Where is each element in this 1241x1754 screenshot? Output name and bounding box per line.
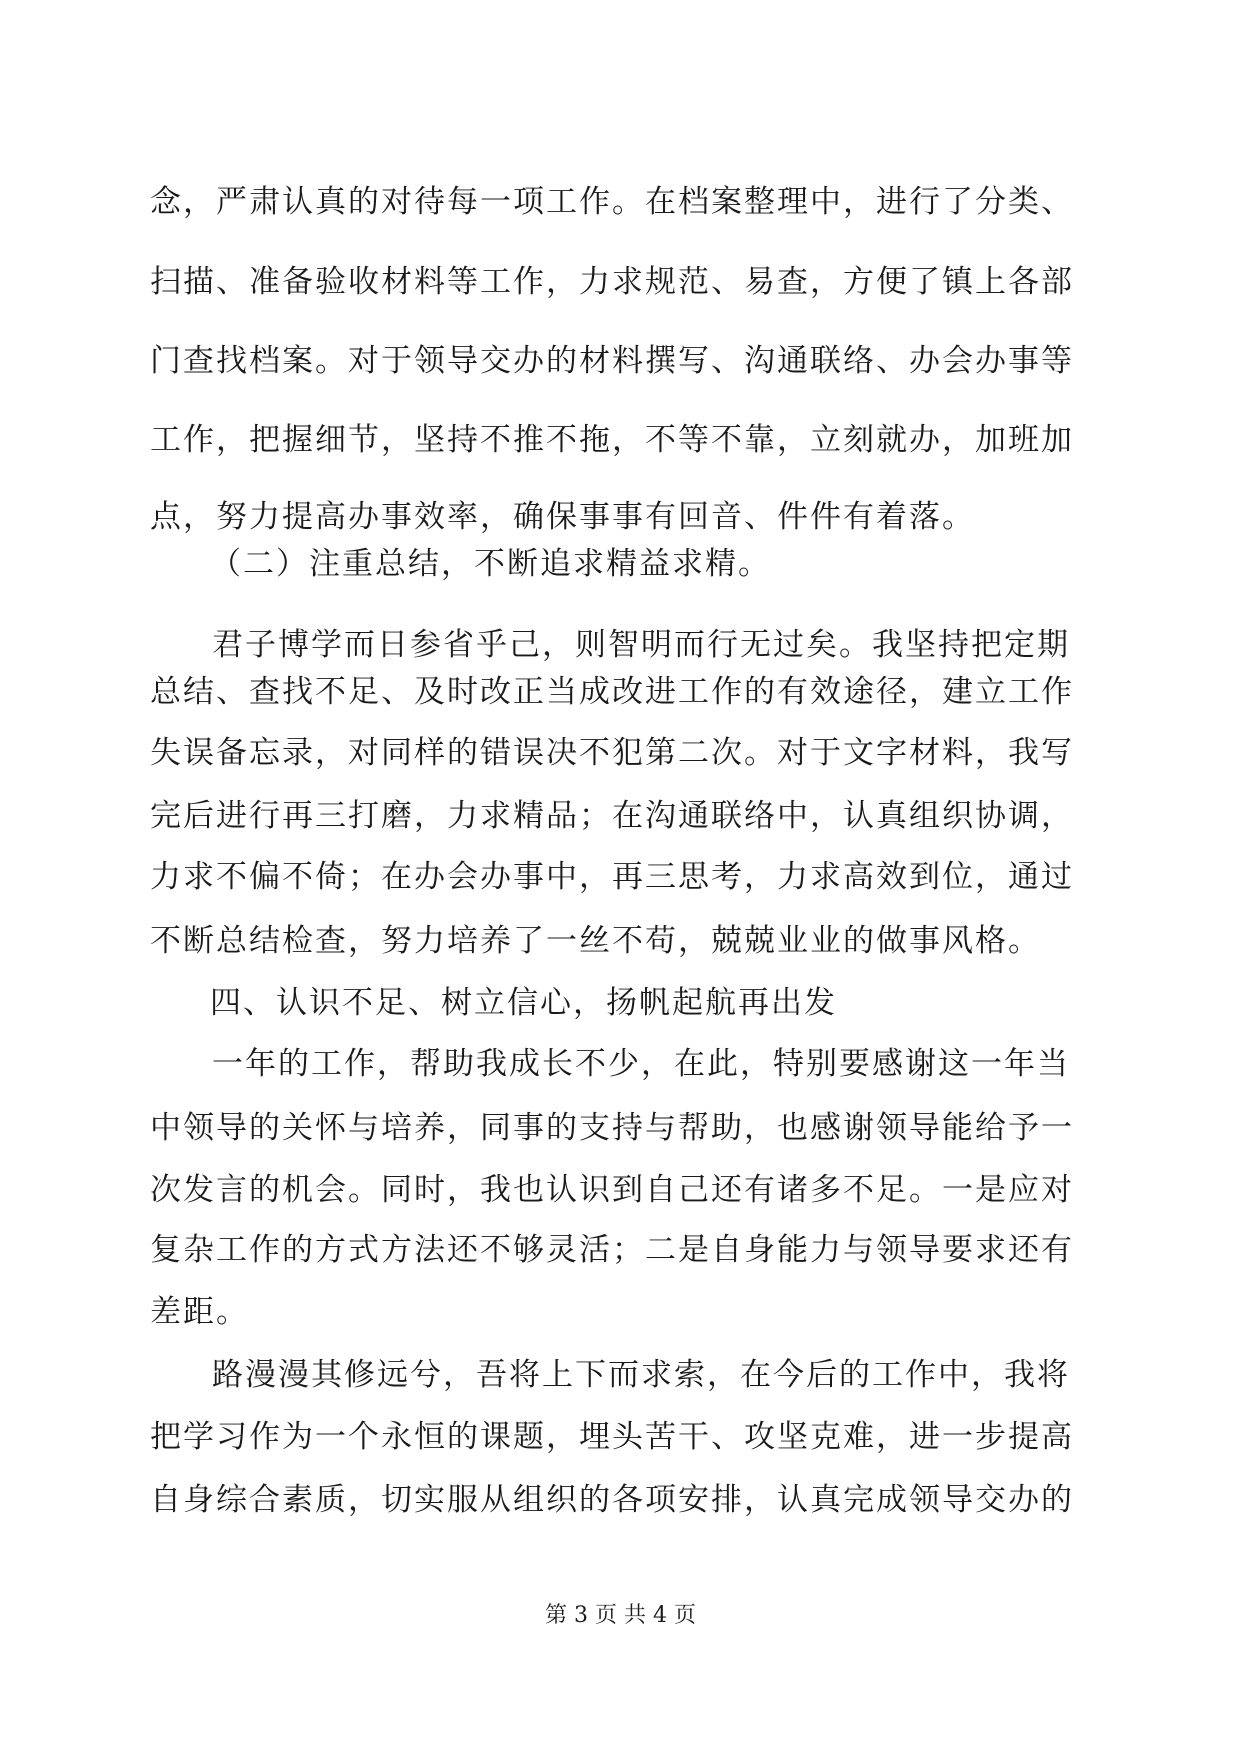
text-line: 念，严肃认真的对待每一项工作。在档案整理中，进行了分类、 — [150, 184, 1074, 220]
text-line: 总结、查找不足、及时改正当成改进工作的有效途径，建立工作 — [150, 674, 1074, 710]
section-heading: 四、认识不足、树立信心，扬帆起航再出发 — [210, 985, 837, 1021]
text-line: 力求不偏不倚；在办会办事中，再三思考，力求高效到位，通过 — [150, 859, 1074, 895]
text-line: 门查找档案。对于领导交办的材料撰写、沟通联络、办会办事等 — [150, 343, 1074, 379]
text-line: 差距。 — [150, 1294, 249, 1330]
text-line: 君子博学而日参省乎己，则智明而行无过矣。我坚持把定期 — [212, 627, 1070, 663]
text-line: 不断总结检查，努力培养了一丝不苟，兢兢业业的做事风格。 — [150, 923, 1041, 959]
text-line: 复杂工作的方式方法还不够灵活；二是自身能力与领导要求还有 — [150, 1232, 1074, 1268]
text-line: 把学习作为一个永恒的课题，埋头苦干、攻坚克难，进一步提高 — [150, 1419, 1074, 1455]
text-line: 次发言的机会。同时，我也认识到自己还有诸多不足。一是应对 — [150, 1172, 1074, 1208]
text-line: 扫描、准备验收材料等工作，力求规范、易查，方便了镇上各部 — [150, 264, 1074, 300]
text-line: 中领导的关怀与培养，同事的支持与帮助，也感谢领导能给予一 — [150, 1110, 1074, 1146]
text-line: 自身综合素质，切实服从组织的各项安排，认真完成领导交办的 — [150, 1482, 1074, 1518]
text-line: 工作，把握细节，坚持不推不拖，不等不靠，立刻就办，加班加 — [150, 422, 1074, 458]
text-line: 完后进行再三打磨，力求精品；在沟通联络中，认真组织协调， — [150, 798, 1074, 834]
subheading: （二）注重总结，不断追求精益求精。 — [210, 546, 771, 582]
page-footer: 第 3 页 共 4 页 — [545, 1603, 696, 1628]
text-line: 失误备忘录，对同样的错误决不犯第二次。对于文字材料，我写 — [150, 735, 1074, 771]
text-line: 路漫漫其修远兮，吾将上下而求索，在今后的工作中，我将 — [212, 1357, 1070, 1393]
text-line: 一年的工作，帮助我成长不少，在此，特别要感谢这一年当 — [212, 1046, 1070, 1082]
text-line: 点，努力提高办事效率，确保事事有回音、件件有着落。 — [150, 499, 975, 535]
